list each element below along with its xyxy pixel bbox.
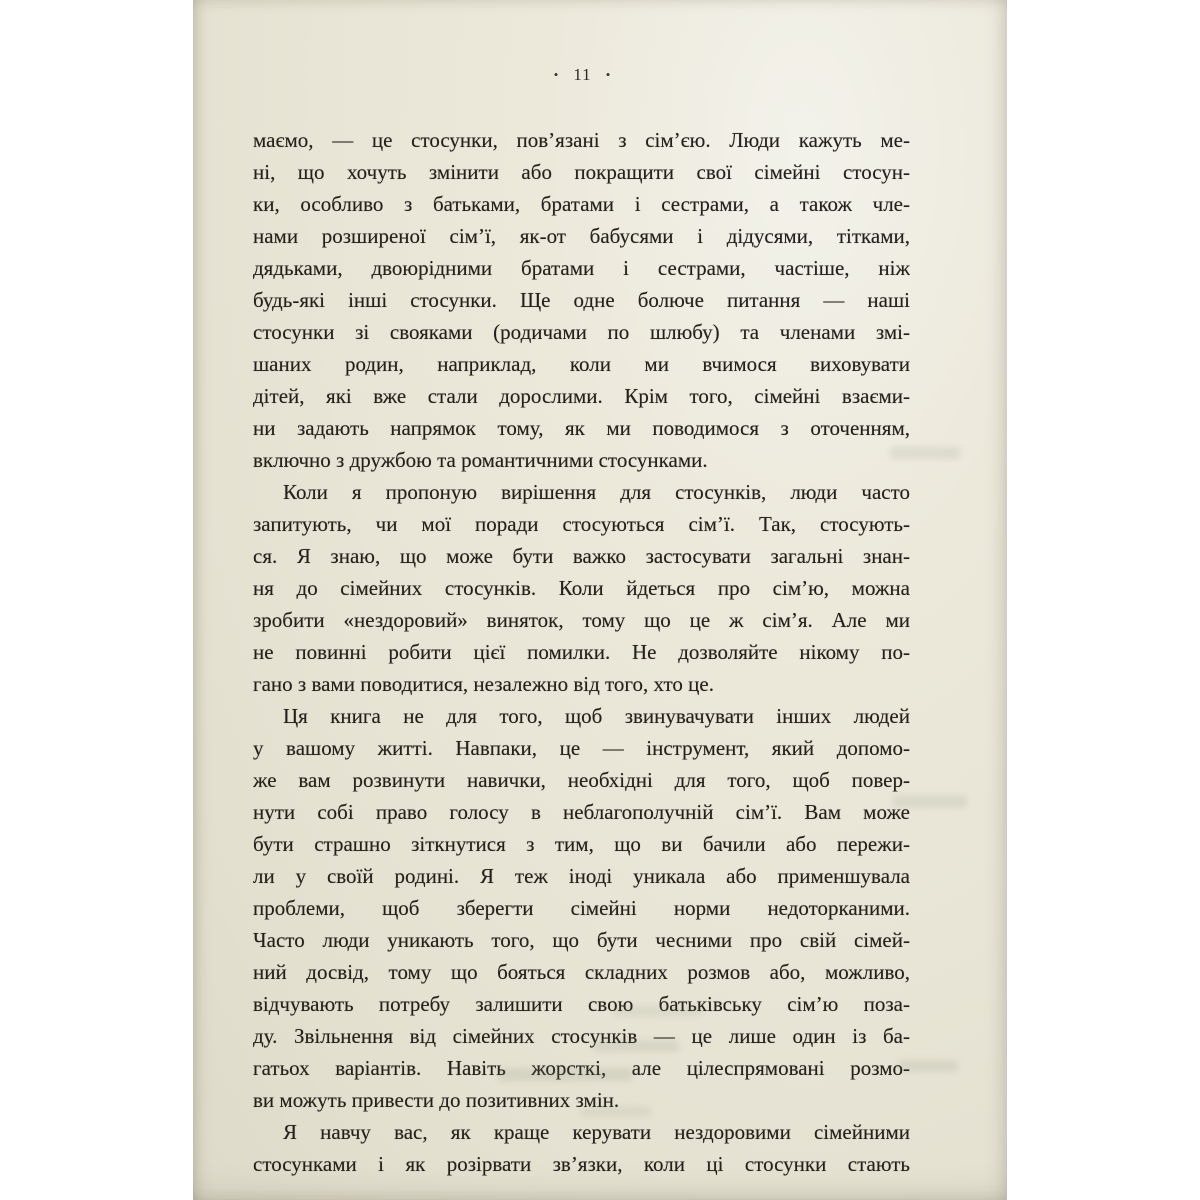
text-line: ний досвід, тому що бояться складних розмов або, можливо, bbox=[253, 960, 910, 984]
text-line: не повинні робити цієї помилки. Не дозволяйте нікому по- bbox=[253, 640, 910, 664]
text-line: маємо, — це стосунки, пов’язані з сім’єю. Люди кажуть ме- bbox=[253, 128, 910, 152]
text-line: ду. Звільнення від сімейних стосунків — це лише один із ба- bbox=[253, 1024, 910, 1048]
text-line: шаних родин, наприклад, коли ми вчимося виховувати bbox=[253, 352, 910, 376]
text-line: дітей, які вже стали дорослими. Крім того, сімейні взаєми- bbox=[253, 384, 910, 408]
text-line: бути страшно зіткнутися з тим, що ви бачили або пережи- bbox=[253, 832, 910, 856]
text-line: ни задають напрямок тому, як ми поводимося з оточенням, bbox=[253, 416, 910, 440]
text-line: відчувають потребу залишити свою батьківську сім’ю поза- bbox=[253, 992, 910, 1016]
text-line: включно з дружбою та романтичними стосунками. bbox=[253, 448, 708, 472]
text-line: запитують, чи мої поради стосуються сім’ї. Так, стосують- bbox=[253, 512, 910, 536]
header-left-dot: • bbox=[553, 67, 560, 82]
bleed-through-mark bbox=[581, 1106, 651, 1117]
text-line: стосунками і як розірвати зв’язки, коли ці стосунки стають bbox=[253, 1152, 910, 1176]
page-body bbox=[253, 124, 910, 1180]
text-line: у вашому житті. Навпаки, це — інструмент, який допомо- bbox=[253, 736, 910, 760]
bleed-through-mark bbox=[893, 795, 967, 808]
text-line: ся. Я знаю, що може бути важко застосувати загальні знан- bbox=[253, 544, 910, 568]
text-line: нами розширеної сім’ї, як-от бабусями і дідусями, тітками, bbox=[253, 224, 910, 248]
text-line: будь-які інші стосунки. Ще одне болюче питання — наші bbox=[253, 288, 910, 312]
text-line: ви можуть привести до позитивних змін. bbox=[253, 1088, 620, 1112]
page-header bbox=[253, 62, 912, 88]
text-line: проблеми, щоб зберегти сімейні норми недоторканими. bbox=[253, 896, 910, 920]
text-line: ня до сімейних стосунків. Коли йдеться про сім’ю, можна bbox=[253, 576, 910, 600]
page-number: 11 bbox=[573, 65, 592, 84]
text-line: гатьох варіантів. Навіть жорсткі, але цілеспрямовані розмо- bbox=[253, 1056, 910, 1080]
text-line: Я навчу вас, як краще керувати нездоровими сімейними bbox=[283, 1120, 910, 1144]
bleed-through-mark bbox=[890, 447, 960, 459]
text-line: зробити «нездоровий» виняток, тому що це ж сім’я. Але ми bbox=[253, 608, 910, 632]
book-page bbox=[193, 0, 1007, 1200]
text-line: ки, особливо з батьками, братами і сестрами, а також чле- bbox=[253, 192, 910, 216]
bleed-through-mark bbox=[593, 1040, 679, 1052]
header-right-dot: • bbox=[605, 67, 612, 82]
text-line: дядьками, двоюрідними братами і сестрами, частіше, ніж bbox=[253, 256, 910, 280]
text-line: стосунки зі свояками (родичами по шлюбу) та членами змі- bbox=[253, 320, 910, 344]
text-line: же вам розвинути навички, необхідні для того, щоб повер- bbox=[253, 768, 910, 792]
text-line: нути собі право голосу в неблагополучній сім’ї. Вам може bbox=[253, 800, 910, 824]
bleed-through-mark bbox=[498, 1068, 633, 1081]
bleed-through-mark bbox=[898, 1060, 958, 1072]
text-line: Ця книга не для того, щоб звинувачувати інших людей bbox=[283, 704, 910, 728]
text-line: ні, що хочуть змінити або покращити свої сімейні стосун- bbox=[253, 160, 910, 184]
text-line: ли у своїй родині. Я теж іноді уникала або применшувала bbox=[253, 864, 910, 888]
text-line: Часто люди уникають того, що бути чесними про свій сімей- bbox=[253, 928, 910, 952]
bleed-through-mark bbox=[613, 1006, 703, 1017]
text-line: Коли я пропоную вирішення для стосунків, люди часто bbox=[283, 480, 910, 504]
text-line: гано з вами поводитися, незалежно від того, хто це. bbox=[253, 672, 714, 696]
